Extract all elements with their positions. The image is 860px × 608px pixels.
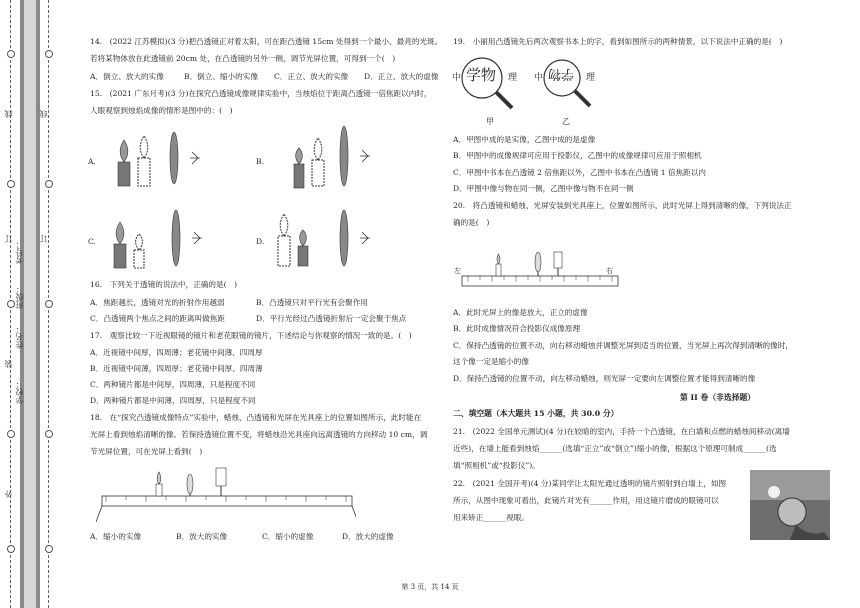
inner-mark-xian: 线 — [39, 110, 48, 118]
mark-wai: 外 — [4, 490, 13, 498]
q18-line2: 光屏上看到烛焰清晰的像。若保持透镜位置不变，将蜡烛沿光具座向远离透镜的方向移动 10 cm，调 — [90, 430, 428, 439]
section-2-heading: 二、填空题（本大题共 15 小题，共 30.0 分） — [453, 409, 619, 418]
circle-mark — [45, 545, 53, 553]
q15-label-c: C. — [88, 237, 96, 246]
q18-option-c: C．缩小的虚像 — [262, 532, 314, 541]
q18-option-d: D．放大的虚像 — [342, 532, 394, 541]
q22-line3: 用来矫正______视眼。 — [453, 513, 529, 522]
q15-label-a: A. — [88, 157, 96, 166]
q20-option-c-line1: C．保持凸透镜的位置不动，向右移动蜡烛并调整光屏到适当的位置，当光屏上再次得到清晰的像时， — [453, 341, 793, 350]
q20-option-d: D．保持凸透镜的位置不动，向左移动蜡烛，则光屏一定要向左调整位置才能得到清晰的像 — [453, 374, 756, 383]
q18-line3: 节光屏位置，可在光屏上看到( ) — [90, 447, 203, 456]
circle-mark — [45, 430, 53, 438]
q19-figure — [450, 54, 610, 134]
q22-photo-hand-lens — [750, 470, 830, 540]
mark-zhuang: 装 — [4, 360, 13, 368]
circle-mark — [45, 300, 53, 308]
mark-xian: 线 — [4, 110, 13, 118]
q15-line2: 人眼观察到烛焰成像的情形是图中的：( ) — [90, 106, 233, 115]
q14-option-c: C．正立、放大的实像 — [274, 72, 349, 81]
q18-line1: 18. 在“探究凸透镜成像特点”实验中，蜡烛、凸透镜和光屏在光具座上的位置如图所示，此时能在 — [90, 413, 422, 422]
q22-line1: 22. (2021 全国开考)(4 分)某同学让太阳光通过透明的镜片照射到白墙上，如图 — [453, 479, 727, 488]
q18-optical-bench-figure — [96, 466, 356, 524]
fig-a-left-char: 中 — [452, 73, 462, 83]
q21-line3: 填“照相机”或“投影仪”)。 — [453, 461, 540, 470]
fig-a-right-char: 理 — [508, 73, 518, 83]
q21-line1: 21. (2022 全国单元测试)(4 分)在较暗的室内，手持一个凸透镜，在白墙和点燃的蜡烛间移动(离墙 — [453, 427, 790, 436]
circle-mark — [45, 50, 53, 58]
q17-option-c: C．两种镜片都是中间厚，四周薄，只是程度不同 — [90, 380, 256, 389]
q16-option-c: C．凸透镜两个焦点之间的距离叫做焦距 — [90, 314, 225, 323]
fig-b-left-char: 中 — [534, 73, 544, 83]
bench-right-label: 右 — [606, 267, 613, 275]
q15-figure-a — [100, 128, 210, 190]
q14-line1: 14. (2022 江苏模拟)(3 分)把凸透镜正对着太阳，可在距凸透镜 15cm 处得到一个最小、最亮的光斑。 — [90, 37, 443, 46]
right-column — [450, 0, 835, 608]
q15-figure-d — [268, 206, 378, 272]
q14-option-a: A．倒立、放大的实像 — [90, 72, 164, 81]
q20-option-a: A．此时光屏上的像是放大，正立的虚像 — [453, 308, 588, 317]
fig-b-caption: 乙 — [562, 117, 570, 126]
q19-option-c: C．甲图中书本在凸透镜 2 倍焦距以外，乙图中书本在凸透镜 1 倍焦距以内 — [453, 168, 706, 177]
q15-figure-c — [100, 206, 210, 272]
q17-option-d: D．两种镜片都是中间薄，四周厚，只是程度不同 — [90, 396, 256, 405]
class-label: 班级： — [15, 285, 24, 309]
q17-line1: 17. 观察比较一下近视眼镜的镜片和老花眼镜的镜片，下述结论与你观察的情况一致的是。( ) — [90, 331, 412, 340]
exam-number-label: 考号： — [15, 240, 24, 264]
q21-line2: 近些)，在墙上能看到烛焰______(选填“正立”或“倒立”)缩小的像，根据这个原理可制成______(选 — [453, 444, 777, 453]
name-label: 姓名： — [15, 325, 24, 349]
q20-line1: 20. 将凸透镜和蜡烛、光屏安装到光具座上，位置如图所示，此时光屏上得到清晰的像，下列说法正 — [453, 201, 792, 210]
q19-line1: 19. 小丽用凸透镜先后两次观察书本上的字，看到如图所示的两种情景，以下说法中正确的是( ) — [453, 37, 783, 46]
q15-label-b: B. — [256, 157, 264, 166]
q20-line2: 确的是( ) — [453, 218, 490, 227]
q20-option-b: B．此时成像情况符合投影仪成像原理 — [453, 324, 581, 333]
bench-drawing — [460, 250, 620, 298]
q19-option-a: A．甲图中成的是实像，乙图中成的是虚像 — [453, 135, 596, 144]
q15-label-d: D. — [256, 237, 265, 246]
q17-option-a: A．近视镜中间厚，四周薄；老花镜中间薄、四周厚 — [90, 348, 263, 357]
q22-line2: 所示，从图中现象可看出，此镜片对光有______作用，用这镜片磨成的眼镜可以 — [453, 496, 719, 505]
q14-line2: 若将某物体放在此透镜前 20cm 处，在凸透镜的另外一侧，调节光屏位置，可得到一个( ) — [90, 54, 396, 63]
circle-mark — [7, 50, 15, 58]
fig-a-caption: 甲 — [486, 117, 494, 126]
page-footer: 第 3 页，共 14 页 — [401, 583, 459, 591]
left-column — [80, 0, 443, 608]
inner-mark-ding: 订 — [39, 235, 48, 243]
q18-option-b: B．放大的实像 — [176, 532, 228, 541]
fig-b-right-char: 理 — [586, 73, 596, 83]
mark-ding: 订 — [4, 235, 13, 243]
circle-mark — [7, 430, 15, 438]
q15-line1: 15. (2021 广东月考)(3 分)在探究凸透镜成像规律实验中，当烛焰位于距离凸透镜一倍焦距以内时， — [90, 89, 432, 98]
q18-option-a: A．缩小的实像 — [90, 532, 142, 541]
q17-option-b: B．近视镜中间薄，四周厚；老花镜中间厚、四周薄 — [90, 364, 263, 373]
binding-inner-band — [24, 0, 36, 608]
q15-figure-b — [268, 122, 378, 192]
bench-left-label: 左 — [454, 267, 461, 275]
fig-b-inverted-chars: 学物 — [548, 66, 575, 81]
binding-strip — [0, 0, 48, 608]
q14-option-d: D．正立、放大的虚像 — [364, 72, 439, 81]
q20-optical-bench-figure — [454, 250, 634, 300]
circle-mark — [45, 180, 53, 188]
q14-option-b: B．倒立、缩小的实像 — [184, 72, 258, 81]
q19-option-d: D．甲图中像与物在同一侧，乙图中像与物不在同一侧 — [453, 184, 634, 193]
q20-option-c-line2: 这个像一定是缩小的像 — [453, 357, 529, 366]
q16-option-a: A．焦距越长，透镜对光的折射作用越弱 — [90, 298, 225, 307]
q16-line1: 16. 下列关于透镜的说法中，正确的是( ) — [90, 280, 238, 289]
volume-2-title: 第 II 卷（非选择题） — [680, 393, 756, 402]
circle-mark — [7, 180, 15, 188]
q16-option-d: D．平行光经过凸透镜折射后一定会聚于焦点 — [256, 314, 407, 323]
q19-option-b: B．甲图中的成像规律可应用于投影仪，乙图中的成像规律可应用于照相机 — [453, 151, 702, 160]
q16-option-b: B．凸透镜只对平行光有会聚作用 — [256, 298, 368, 307]
fig-a-magnified-chars: 学物 — [466, 66, 497, 84]
circle-mark — [7, 545, 15, 553]
school-label: 学校： — [15, 380, 24, 404]
